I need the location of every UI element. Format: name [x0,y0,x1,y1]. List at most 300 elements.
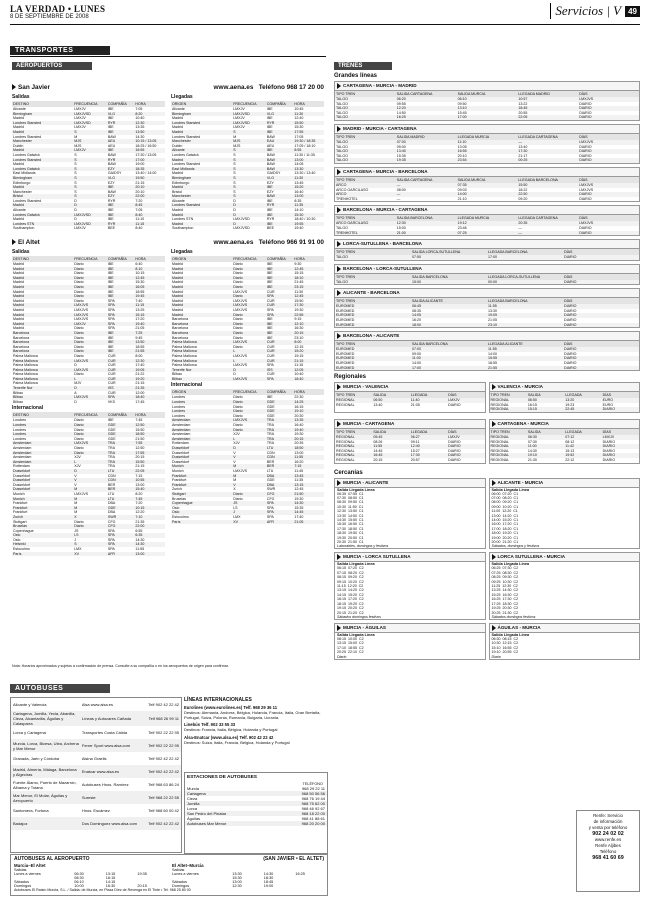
table-cell: XV [73,552,107,557]
table-cell: Oslo [171,510,232,515]
table-cell: M [73,487,107,492]
column-header: HORA [134,101,165,107]
table-cell: IBE [107,285,135,290]
aero-cell: 13:15 [105,872,116,876]
table-cell: 21:05 [135,326,145,331]
table-cell: LMX [74,547,82,552]
cercanias-line: 18:15 19:20 C2 [337,601,364,606]
table-cell: VKS [107,399,116,404]
table-cell: Southampton [13,226,35,231]
aeropuertos-note: Nota: Horarios aproximados y sujetos a confirmación de prensa. Consulte a su compañía o en los aeropuertos de origen para confirmar. [12,664,229,668]
table-cell: Edimburgo [172,180,190,185]
table-row [335,280,639,285]
table-cell: 23:15 [293,285,324,290]
table-cell: 21:50 [293,492,324,497]
arrow-icon [337,421,341,427]
table-cell: M [74,501,78,506]
table-cell: TRA [107,460,135,465]
column-header: COMPAÑÍA [266,389,294,395]
column-header: TIPO TREN [490,429,527,435]
table-cell: SPA [107,542,135,547]
column-header: SALIDA MURCIA [457,177,518,183]
table-cell: 23:10 [294,335,304,340]
table-cell: Amsterdam [171,437,232,442]
table-cell: 12:30 [134,121,165,126]
table-cell: 22:30 [294,395,304,400]
table-cell: Londres [13,418,26,423]
table-cell: IBE [107,335,114,340]
table-cell: 16:40 [294,189,304,194]
table-cell: 15:00 [411,280,487,285]
train-route-title [335,420,485,429]
table-cell: REGIONAL [335,453,372,458]
table-cell: 12:00 [135,390,145,395]
table-cell: REGIONAL [490,448,510,453]
table-cell: Madrid [13,317,24,322]
table-cell: Stuttgart [13,519,27,524]
table-cell: Dusseldorf [13,473,31,478]
table-cell: GDE [107,436,116,441]
train-table [335,91,639,120]
cercanias-line: 17:25 18:30 C2 [491,601,519,606]
table-cell: 15:00 [396,225,406,230]
table-cell: 20:10 [457,153,467,158]
table-cell: Madrid [13,289,24,294]
column-header: LLEGADA BARCELONA [487,249,563,255]
table-cell: Barcelona [13,335,30,340]
table-cell: SPA [107,322,135,327]
table-cell: M [74,134,78,139]
train-table [335,341,639,370]
table-cell: Barcelona [171,331,232,336]
transportes-rule [10,56,326,57]
table-cell: SPA [107,528,115,533]
estacion-name: Águilas [187,816,201,821]
table-cell: TRA [266,441,275,446]
table-cell: SPA [266,313,294,318]
table-cell: GDE [107,427,116,432]
column-header: FRECUENCIA [232,101,266,107]
bus-company-row [11,778,181,791]
table-cell: 07:50 [411,255,487,260]
table-cell: LMXJVS [233,363,248,368]
arrow-icon [492,384,496,390]
table-cell: Diario [73,285,107,290]
route-name: MURCIA - VALENCIA [343,384,389,390]
table-cell: Diario [232,294,266,299]
linea-item [184,722,326,732]
table-row [12,226,165,231]
aero-bus-foot: Autobuses El Raisín Murcia, S.L. / Salida: de Murcia, en Plaza Díez de Revenga en El Tinte • Tel. 968 25 80 00 [14,888,191,892]
table-cell: AEU [266,143,275,148]
cercanias-line: 14:00 15:20 C1 [491,518,519,522]
table-cell: CDN [266,450,275,455]
table-cell: Oslo [13,537,21,542]
table-cell: SPA [107,313,135,318]
aero-bus-sub: (SAN JAVIER • EL ALTET) [263,856,324,862]
table-cell: V [74,482,77,487]
route-name: BARCELONA - MURCIA - CARTAGENA [343,207,428,213]
table-cell: S [233,152,236,157]
table-cell: Madrid [12,148,73,153]
table-cell: DIARIO [448,439,461,444]
bus-company-row [11,698,181,711]
train-route-box [334,382,486,413]
table-cell: París [12,552,73,557]
table-cell: 07:00 [396,140,457,145]
cercanias-line: 20:25 21:30 C2 [491,610,519,615]
table-cell: LMXJVS [579,187,594,192]
table-cell: Diario [232,492,266,497]
table-cell: CUR [266,353,275,358]
table-cell: — [517,231,578,236]
table-cell: 21:05 [293,520,324,525]
cercanias-line: 11:00 12:20 C1 [491,509,518,514]
table-cell: Diario [233,271,243,276]
salidas-label: Salidas [12,94,30,100]
table-cell: Dusseldorf [172,450,190,455]
linea-name: Linebús Telf. 902 33 55 33 [184,722,236,728]
table-cell: VLG [107,112,135,117]
train-table [335,274,639,285]
table-cell: CUR [266,349,294,354]
table-cell: DIARIO [602,457,616,462]
table-cell: EUROMED [335,347,411,352]
table-cell: S [73,130,107,135]
table-cell: Amsterdam [13,446,32,450]
column-header: LLEGADA MADRID [517,91,578,97]
bus-phone: Telf 968 22 22 55 [148,795,179,800]
table-cell: 10:15 / 13:05 [134,139,165,144]
table-cell: Diario [232,313,266,318]
column-header: SALIDA BARCELONA [411,274,487,280]
bus-company-row [11,752,181,765]
route-name: BARCELONA - LORCA-SUTULLENA [343,265,422,271]
table-cell: Diario [74,335,84,340]
table-cell: TALGO [335,158,396,163]
table-cell: Edimburgo [13,180,31,185]
cercanias-route [335,553,485,562]
table-cell: Frankfurt [172,478,187,483]
column-header: SALIDA [372,429,409,435]
table-cell: S [232,130,266,135]
column-header: LLEGADA [564,429,601,435]
table-cell: CDN [266,455,294,460]
table-cell: IBE [266,130,294,135]
table-cell: DIARIO [578,115,639,120]
table-cell: DIARIO [563,255,639,260]
table-cell: DIARIO [447,444,484,449]
table-cell: IBE [107,267,135,272]
table-cell: 7:20 [135,501,143,506]
cercanias-head: Salida Llegada Línea [337,487,375,492]
table-cell: DIARIO [579,110,592,115]
newspaper-name: LA VERDAD • LUNES [10,4,106,14]
table-cell: Palma Mallorca [12,368,73,373]
cercanias-box [334,478,486,550]
table-cell: S [74,162,77,167]
table-cell: TALGO [335,115,396,120]
cercanias-line: 17:30 18:50 C1 [337,526,364,531]
table-cell: 16:45 [372,453,409,458]
bus-destinations: Murcia, Lorca, Bicesa, Ulea, Archena y Mar Menor [13,740,79,751]
table-cell: 17:05 / 18:10 [294,143,316,148]
table-cell: DIARIO [563,313,639,318]
train-table [335,298,639,327]
table-cell: BAW [266,158,294,163]
table-cell: Madrid [13,280,24,285]
table-cell: REGIONAL [490,444,527,449]
table-cell: 13:30 / 13:40 [294,171,316,176]
column-header: COMPAÑÍA [107,101,135,107]
cercanias-line: 17:10 18:55 C2 [337,645,364,650]
san-javier-llegadas-table [171,101,324,231]
table-cell: D [232,203,266,208]
table-cell: IBE [266,213,294,218]
table-cell: 11:42 [564,444,601,449]
table-cell: D [74,198,77,203]
table-cell: S [73,542,107,547]
table-cell: S [73,158,107,163]
table-cell: 20:15 [135,455,145,460]
aero-cell: 12:30 [232,884,242,888]
table-cell: Madrid [171,313,232,318]
table-cell: S [233,189,236,194]
table-cell: V [73,478,107,483]
cercanias-line: 15:10 16:55 C2 [491,645,519,650]
table-cell: Madrid [12,267,73,272]
table-cell: LMXJV [73,148,107,153]
table-cell: Alicante [13,107,26,111]
table-cell: IBE [107,331,135,336]
table-cell: TRA [107,441,135,446]
table-cell: L [232,349,266,354]
bus-company: Alsina Graells [81,756,107,761]
table-cell: DIARIO [578,149,639,154]
issue-date: 8 DE SEPTIEMBRE DE 2008 [10,14,89,20]
table-cell: 11:15 [134,222,165,227]
table-cell: 18:40 [293,377,324,382]
estacion-phone: 968 41 88 61 [301,816,325,821]
table-cell: IBE [266,222,294,227]
train-route-box [334,264,640,286]
table-cell: IBE [266,395,273,400]
el-altet-llegadas-table [171,256,324,381]
table-cell: Palma Mallorca [171,359,232,364]
table-cell: 13:10 [457,106,518,111]
table-cell: 09:20 [518,196,528,201]
bus-company-row [11,817,181,830]
arrow-icon [12,239,16,245]
table-cell: East Midlands [13,171,36,176]
table-row [335,115,639,120]
table-cell: JS [74,528,79,533]
route-name: MADRID - MURCIA - CARTAGENA [343,126,417,132]
table-cell: 14:10 [294,208,304,213]
table-cell: Diario [74,271,84,276]
table-cell: Diario [74,344,84,349]
table-cell: CUR [266,340,294,345]
table-cell: IBE [266,262,273,267]
arrow-icon [337,207,341,213]
table-cell: Madrid [171,285,232,290]
table-row [335,366,639,371]
regionales-title: Regionales [334,374,367,381]
table-cell: MJS [233,143,241,148]
table-cell: 21:15 [135,464,145,469]
table-cell: Munich [12,497,73,502]
estacion-row [185,821,327,826]
table-cell: IBE [266,271,273,276]
table-cell: D [232,222,266,227]
cercanias-line: 19:15 20:20 C2 [337,606,364,611]
table-cell: 12:45 [293,267,324,272]
train-route-box [334,205,640,236]
cercanias-note: Sábados domingos festivos [337,614,381,619]
cercanias-line: 19:25 20:30 C2 [491,606,519,611]
cercanias-line: 09:25 10:30 C2 [491,579,519,584]
san-javier-url[interactable]: www.aena.es [213,84,254,91]
table-cell: LMXJVS [233,468,248,473]
column-header: TIPO TREN [335,215,396,221]
table-cell: GDE [266,478,275,483]
table-cell: 21:55 [134,349,165,354]
bus-company: Dos Dominguez www.alsa.com [81,821,138,826]
table-cell: 17:30 / 13:05 [135,152,157,157]
table-cell: SPA [266,514,274,519]
table-cell: DIARIO [579,225,592,230]
internacional-label: Internacional [171,382,203,389]
table-cell: LMXJVS [74,491,89,496]
table-cell: EUROMED [335,313,411,318]
table-cell: LMX [233,514,241,519]
column-header: LLEGADA CARTAGENA [517,134,578,140]
table-cell: REGIONAL [336,457,355,462]
table-cell: 05:45 [372,435,409,440]
table-cell: 22:50 [517,192,578,197]
table-cell: — [396,192,457,197]
table-cell: DIARIO [602,453,639,458]
table-cell: TALGO [335,106,396,111]
cercanias-head: Salida Llegada Línea [491,632,530,637]
table-cell: SPA [266,294,294,299]
table-cell: L [232,359,266,364]
table-cell: ISS [266,368,294,373]
column-header: LLEGADA [564,392,601,398]
table-cell: IBE [266,125,273,130]
table-cell: 17:30 [410,453,447,458]
table-cell: RYR [266,203,294,208]
table-cell: TALGO [336,153,348,158]
el-altet-url[interactable]: www.aena.es [213,239,254,247]
table-cell: 11:55 [487,347,563,352]
estacion-phone: 968 18 22 00 [301,811,325,816]
table-cell: 20:35 [517,221,578,226]
table-cell: 12:20 [135,510,145,515]
table-cell: Birmingham [12,176,73,181]
bus-company: Enatcar www.alsa.es [81,769,120,774]
cercanias-line: 07:15 08:20 C2 [337,570,364,575]
table-cell: Bruselas [12,524,73,529]
train-route-title [335,265,639,274]
table-cell: 15:15 [294,271,304,276]
column-header: LLEGADA MURCIA [457,134,518,140]
table-cell: D [74,363,77,368]
table-cell: 16:25 [396,115,457,120]
table-cell: 19:10 [293,409,324,414]
table-cell: Alicante [13,208,26,213]
table-cell: 12:05 [293,368,324,373]
table-cell: Birmingham [171,176,232,181]
column-header: TIPO TREN [335,249,411,255]
table-cell: S [232,176,266,181]
table-cell: BAW [266,194,294,199]
table-cell: CUR [266,359,294,364]
bus-destinations: Cartagena, Jumilla, Yecla, Abanilla, Cieza, Alcantarilla, Águilas y Calasparra [13,711,76,726]
table-cell: Palma Mallorca [12,359,73,364]
table-cell: LMXJV [74,107,86,111]
arrow-icon [492,625,496,631]
table-cell: M [74,510,78,515]
route-name: MURCIA - ALICANTE [343,479,389,485]
table-cell: 6:35 [134,533,165,538]
table-cell: SPA [266,363,274,368]
table-cell: 13:40 / 14:00 [135,171,157,176]
table-cell: 17:05 [294,134,304,139]
table-cell: Diario [232,322,266,327]
aero-cell: Sábados [172,880,187,884]
table-cell: A [74,390,77,395]
table-cell: EUROMED [335,323,411,328]
cercanias-head: Salida Llegada Línea [337,562,375,567]
table-cell: IBE [107,418,114,423]
column-header: SALIDA BARCELONA [396,215,457,221]
table-cell: Rotterdam [172,441,189,446]
table-cell: Londres [12,423,73,428]
table-cell: AFR [107,552,135,557]
table-cell: 22:55 [293,313,324,318]
table-cell: LMXJV [447,435,484,440]
table-cell: — [518,225,522,230]
table-cell: 14:30 [293,501,324,506]
table-cell: SPA [107,547,115,552]
column-header: DÍAS [578,177,639,183]
table-cell: Munich [13,491,25,496]
table-cell: 11:55 [372,444,409,449]
table-cell: EZY [107,167,135,172]
cercanias-area [334,478,640,660]
table-cell: M [233,134,237,139]
table-cell: DIARIO [564,318,577,323]
table-cell: DBA [266,483,294,488]
table-cell: BAW [266,167,294,172]
table-cell: IBE [107,280,114,285]
table-cell: LMXJVS [73,395,107,400]
table-cell: Amsterdam [171,418,232,423]
table-cell: Dusseldorf [172,459,190,464]
table-cell: LMXJV [602,435,639,440]
table-cell: 22:00 [134,194,165,199]
table-cell: IBE [107,217,114,222]
table-cell: EZY [107,194,135,199]
table-cell: 21:17 [518,153,528,158]
table-cell: Madrid [172,289,183,294]
cercanias-line: 17:00 18:20 C1 [491,526,519,531]
table-cell: 14:50 [396,110,406,115]
table-cell: Madrid [171,213,232,218]
table-cell: Diario [232,428,266,433]
san-javier-header [12,84,324,91]
